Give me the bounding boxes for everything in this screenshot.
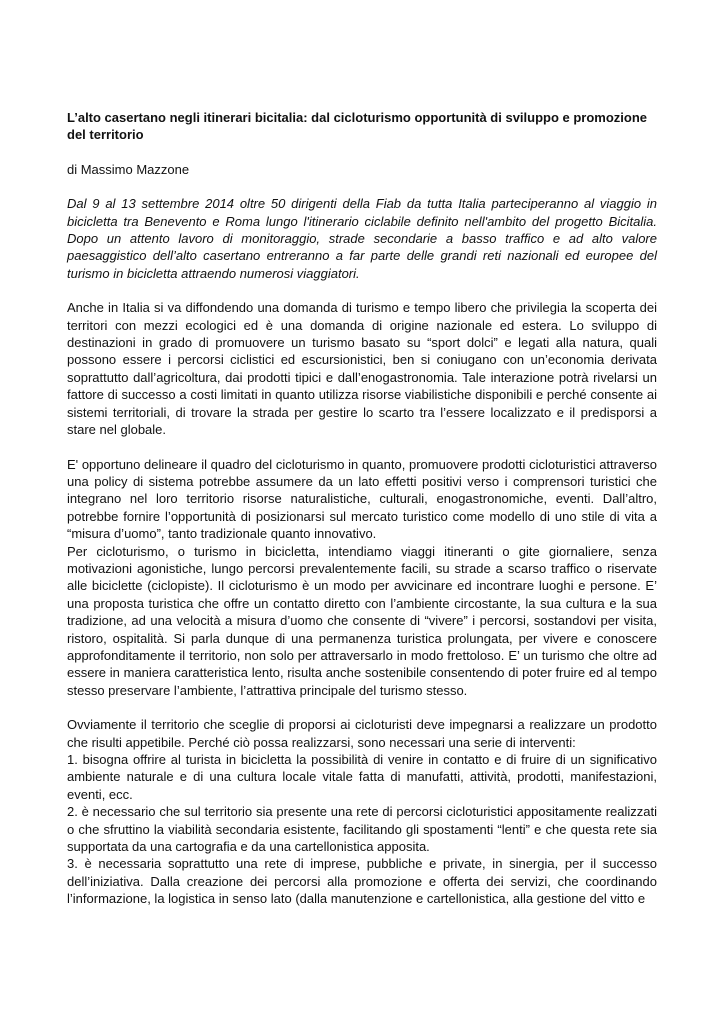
body-paragraph-4: Ovviamente il territorio che sceglie di proporsi ai cicloturisti deve impegnarsi a realizzare un prodotto che risulti appetibile. Perché ciò possa realizzarsi, sono necessari una serie di interventi: bbox=[67, 717, 657, 750]
document-author: di Massimo Mazzone bbox=[67, 161, 190, 177]
body-paragraph-3: Per cicloturismo, o turismo in bicicletta, intendiamo viaggi itineranti o gite giornaliere, senza motivazioni agonistiche, lungo percorsi prevalentemente facili, su strade a scarso traffico o riservate alle biciclette (ciclopiste). Il cicloturismo è un modo per avvicinare ed incontrare luoghi e persone. E’ una proposta turistica che offre un contatto diretto con l’ambiente circostante, la sua cultura e la sua tradizione, ad una velocità a misura d’uomo che consente di “vivere” i percorsi, sostandovi per visita, ristoro, ospitalità. Si parla dunque di una permanenza turistica prolungata, per vivere e conoscere approfonditamente il territorio, non solo per attraversarlo in modo frettoloso. E’ un turismo che oltre ad essere in maniera caratteristica lento, risulta anche sostenibile consentendo di poter fruire ed al tempo stesso preservare l’ambiente, l’attrattiva principale del turismo stesso. bbox=[67, 543, 657, 698]
list-item-1: 1. bisogna offrire al turista in bicicletta la possibilità di venire in contatto e di fruire di un significativo ambiente naturale e di una cultura locale vitale fatta di manufatti, attività, prodotti, manifestazioni, eventi, ecc. bbox=[67, 752, 657, 802]
paragraph-spacer bbox=[67, 699, 657, 716]
body-paragraph-1: Anche in Italia si va diffondendo una domanda di turismo e tempo libero che privilegia la scoperta dei territori con mezzi ecologici ed è una domanda di origine nazionale ed estera. Lo sviluppo di destinazioni in grado di promuovere un turismo basato su “sport dolci” e legati alla natura, quali possono essere i percorsi ciclistici ed escursionistici, ben si coniugano con un’economia derivata soprattutto dall’agricoltura, dai prodotti tipici e dall’enogastronomia. Tale interazione potrà rivelarsi un fattore di successo a costi limitati in quanto utilizza risorse viabilistiche disponibili e perché consente ai sistemi territoriali, di trovare la strada per gestire lo scarto tra l’essere localizzato e il predisporsi a stare nel globale. bbox=[67, 300, 657, 438]
list-item-2: 2. è necessario che sul territorio sia presente una rete di percorsi cicloturistici appositamente realizzati o che sfruttino la viabilità secondaria esistente, facilitando gli spostamenti “lenti” e che questa rete sia supportata da una cartografia e da una cartellonistica apposita. bbox=[67, 804, 657, 855]
document-title: L’alto casertano negli itinerari bicitalia: dal cicloturismo opportunità di sviluppo e promozione del territorio bbox=[67, 110, 648, 143]
paragraph-spacer bbox=[67, 439, 657, 456]
document-page bbox=[67, 109, 657, 908]
abstract-paragraph: Dal 9 al 13 settembre 2014 oltre 50 dirigenti della Fiab da tutta Italia parteciperanno al viaggio in bicicletta tra Benevento e Roma lungo l'itinerario ciclabile definito nell'ambito del progetto Bicitalia. Dopo un attento lavoro di monitoraggio, strade secondarie a basso traffico e ad alto valore paesaggistico dell’alto casertano entreranno a far parte delle grandi reti nazionali ed europee del turismo in bicicletta attraendo numerosi viaggiatori. bbox=[67, 196, 657, 281]
body-paragraph-2: E' opportuno delineare il quadro del cicloturismo in quanto, promuovere prodotti cicloturistici attraverso una policy di sistema potrebbe assumere da un lato effetti positivi verso i comprensori turistici che integrano nel loro territorio risorse naturalistiche, culturali, enogastronomiche, eventi. Dall’altro, potrebbe fornire l’opportunità di posizionarsi sul mercato turistico come modello di uno stile di vita a “misura d’uomo”, tanto tradizionale quanto innovativo. bbox=[67, 456, 657, 542]
list-item-3: 3. è necessaria soprattutto una rete di imprese, pubbliche e private, in sinergia, per il successo dell’iniziativa. Dalla creazione dei percorsi alla promozione e offerta dei servizi, che coordinando l’informazione, la logistica in senso lato (dalla manutenzione e cartellonistica, alla gestione del vitto e bbox=[67, 856, 657, 907]
